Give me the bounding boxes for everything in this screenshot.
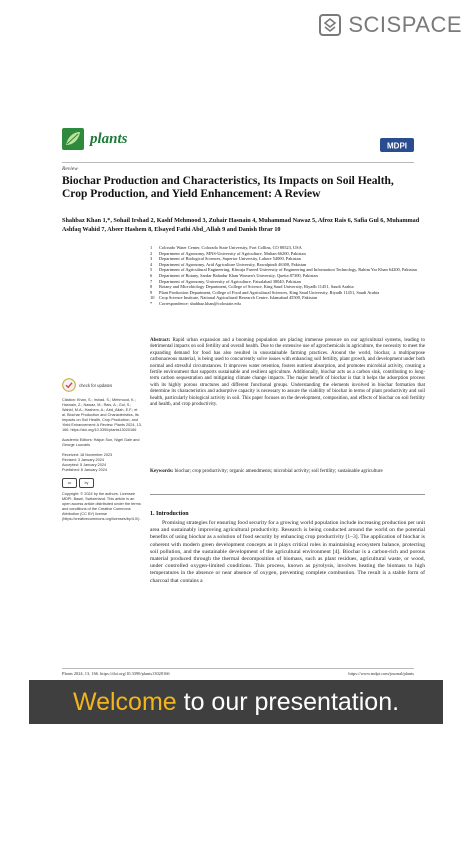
keywords-rule (150, 494, 425, 495)
journal-header (62, 128, 128, 150)
affiliation-item: 7 Department of Agronomy, University of Agriculture, Faisalabad 38040, Pakistan (150, 278, 301, 284)
abstract (150, 338, 425, 408)
affiliation-item: 10 Crop Science Institute, National Agricultural Research Centre, Islamabad 45500, Pakistan (150, 295, 318, 301)
academic-editors: Academic Editors: Haijun Sun, Nigel Gale and George Louvaris (62, 438, 140, 447)
article-type: Review (62, 166, 78, 172)
article-title: Biochar Production and Characteristics, Its Impacts on Soil Health, Crop Production, and Yield Enhancement: A Review (62, 175, 394, 200)
abstract-text: Rapid urban expansion and a booming population are placing immense pressure on our agricultural systems, leading to detrimental impacts on soil fertility and overall health. Due to the extensive use of agrochemicals in agriculture, the necessity to meet the expanding demand for food has also resulted in unsustainable farming practices. Around the world, biochar, a multipurpose carbonaceous material, is being used to concurrently solve issues with enhancing soil fertility, plant growth, and development under both normal and stressful circumstances. It improves water retention, fosters nutrient absorption, and promotes microbial activity, creating a fertile environment that supports sustainable and resilient agriculture. Additionally, biochar acts as a carbon sink, contributing to long-term carbon sequestration and mitigating climate change impacts. The major benefit of biochar is that it helps the adsorption process with its highly porous structures and different functional groups. Understanding the elements involved in biochar formation that determine its characteristics and adsorptive capacity is necessary to assure the viability of biochar in terms of plant productivity and soil health, particularly biological activity in soil. This paper focuses on the development, composition, and effects of biochar on soil fertility and health, and crop productivity. (150, 338, 426, 408)
received-date: Received: 18 November 2023 (62, 453, 113, 457)
affiliation-item: 9 Plant Production Department, College of Food and Agricultural Sciences, King Saud University, Riyadh 11451, Saudi Arabia (150, 289, 380, 295)
affiliation-item: 2 Department of Agronomy, MNS-University of Agriculture, Multan 66200, Pakistan (150, 250, 306, 256)
revised-date: Revised: 3 January 2024 (62, 458, 105, 462)
keywords (150, 469, 425, 475)
accepted-date: Accepted: 5 January 2024 (62, 463, 107, 467)
by-icon: by (79, 478, 94, 488)
scispace-name: SCISPACE (348, 12, 462, 37)
footer-doi[interactable]: Plants 2024, 13, 166. https://doi.org/10.3390/plants13020166 (62, 671, 170, 676)
affiliation-item: 4 Department of Agronomy, Arid Agriculture University, Rawalpindi 46300, Pakistan (150, 261, 307, 267)
correspondence: * Correspondence: shahbaz.khan@colostate.edu (150, 300, 241, 306)
check-updates[interactable] (62, 378, 142, 392)
affiliation-item: 8 Botany and Microbiology Department, College of Science, King Saud University, Riyadh 11451, Saudi Arabia (150, 284, 354, 290)
welcome-text (73, 688, 399, 717)
affiliation-item: 5 Department of Agricultural Engineering, Khwaja Fareed University of Engineering and Information Technology, Rahim Yar Khan 64200, Pakistan (150, 267, 417, 273)
cc-license-badge[interactable] (62, 478, 142, 488)
published-date: Published: 8 January 2024 (62, 468, 107, 472)
header-rule (62, 162, 414, 163)
footer-journal-url[interactable]: https://www.mdpi.com/journal/plants (348, 671, 414, 676)
plants-leaf-icon (62, 128, 84, 150)
abstract-label: Abstract: (150, 338, 171, 343)
affiliation-item: 1 Colorado Water Center, Colorado State University, Fort Collins, CO 80523, USA (150, 245, 302, 250)
scispace-brand[interactable] (318, 8, 462, 42)
sidebar (62, 378, 142, 527)
publisher-name: MDPI (387, 141, 407, 151)
intro-text: Promising strategies for ensuring food security for a growing world population include increasing production per unit area and sustainably improving agricultural productivity. Research is being conducted around the world on the potential benefits of using biochar as a solution of food security by enhancing crop productivity [1–3]. The application of biochar is coherent with modern green development concepts as it plays critical roles in maintaining ecosystem balance, protecting soil pollution, and the sustainable development of the agricultural environment [4]. Biochar is a carbon-rich and porous material produced through the thermal decomposition of biomass, such as plant residues, agricultural waste, or wood, under controlled oxygen-limited conditions. This process, known as pyrolysis, involves heating the biomass to high temperatures in the absence or near absence of oxygen, preventing complete combustion. The result is a stable form of charcoal that contains a (150, 520, 426, 584)
check-updates-label: check for updates (79, 382, 113, 388)
cc-icon: cc (62, 478, 77, 488)
citation: Citation: Khan, S.; Irshad, S.; Mehmood, K.; Hasnain, Z.; Nawaz, M.; Rais, A.; Gul, S.; Wahid, M.A.; Hashem, A.; Abd_Allah, E.F.; et al. Biochar Production and Characteristics, Its Impacts on Soil Health, Crop Production, and Yield Enhancement: A Review. Plants 2024, 13, 166. https://doi.org/10.3390/plants13020166 (62, 398, 142, 432)
check-updates-icon (62, 378, 76, 392)
scispace-logo-icon (318, 13, 342, 37)
welcome-banner (29, 680, 443, 724)
welcome-highlight: Welcome (72, 687, 177, 716)
copyright: Copyright: © 2024 by the authors. Licensee MDPI, Basel, Switzerland. This article is an open access article distributed under the terms and conditions of the Creative Commons Attribution (CC BY) license (https://creativecommons.org/licenses/by/4.0/). (62, 492, 141, 521)
affiliations (150, 245, 425, 307)
welcome-rest: to our presentation. (176, 687, 400, 716)
keywords-label: Keywords: (150, 469, 174, 474)
journal-name: plants (90, 130, 128, 147)
affiliation-item: 3 Department of Biological Sciences, Superior University, Lahore 54000, Pakistan (150, 256, 301, 262)
author-list: Shahbaz Khan 1,*, Sohail Irshad 2, Kashf Mehmood 3, Zuhair Hasnain 4, Muhammad Nawaz 5, Afroz Rais 6, Safia Gul 6, Muhammad Ashfaq Wahid 7, Abeer Hashem 8, Elsayed Fathi Abd_Allah 9 and Danish Ibrar 10 (62, 217, 420, 233)
footer-rule (62, 668, 414, 669)
affiliation-item: 6 Department of Botany, Sardar Bahadur Khan Women's University, Quetta 87300, Pakistan (150, 272, 318, 278)
mdpi-logo (380, 138, 414, 152)
section-heading: 1. Introduction (150, 511, 189, 517)
keywords-text: biochar; crop productivity; organic amendments; microbial activity; soil fertility; sustainable agriculture (174, 469, 383, 474)
